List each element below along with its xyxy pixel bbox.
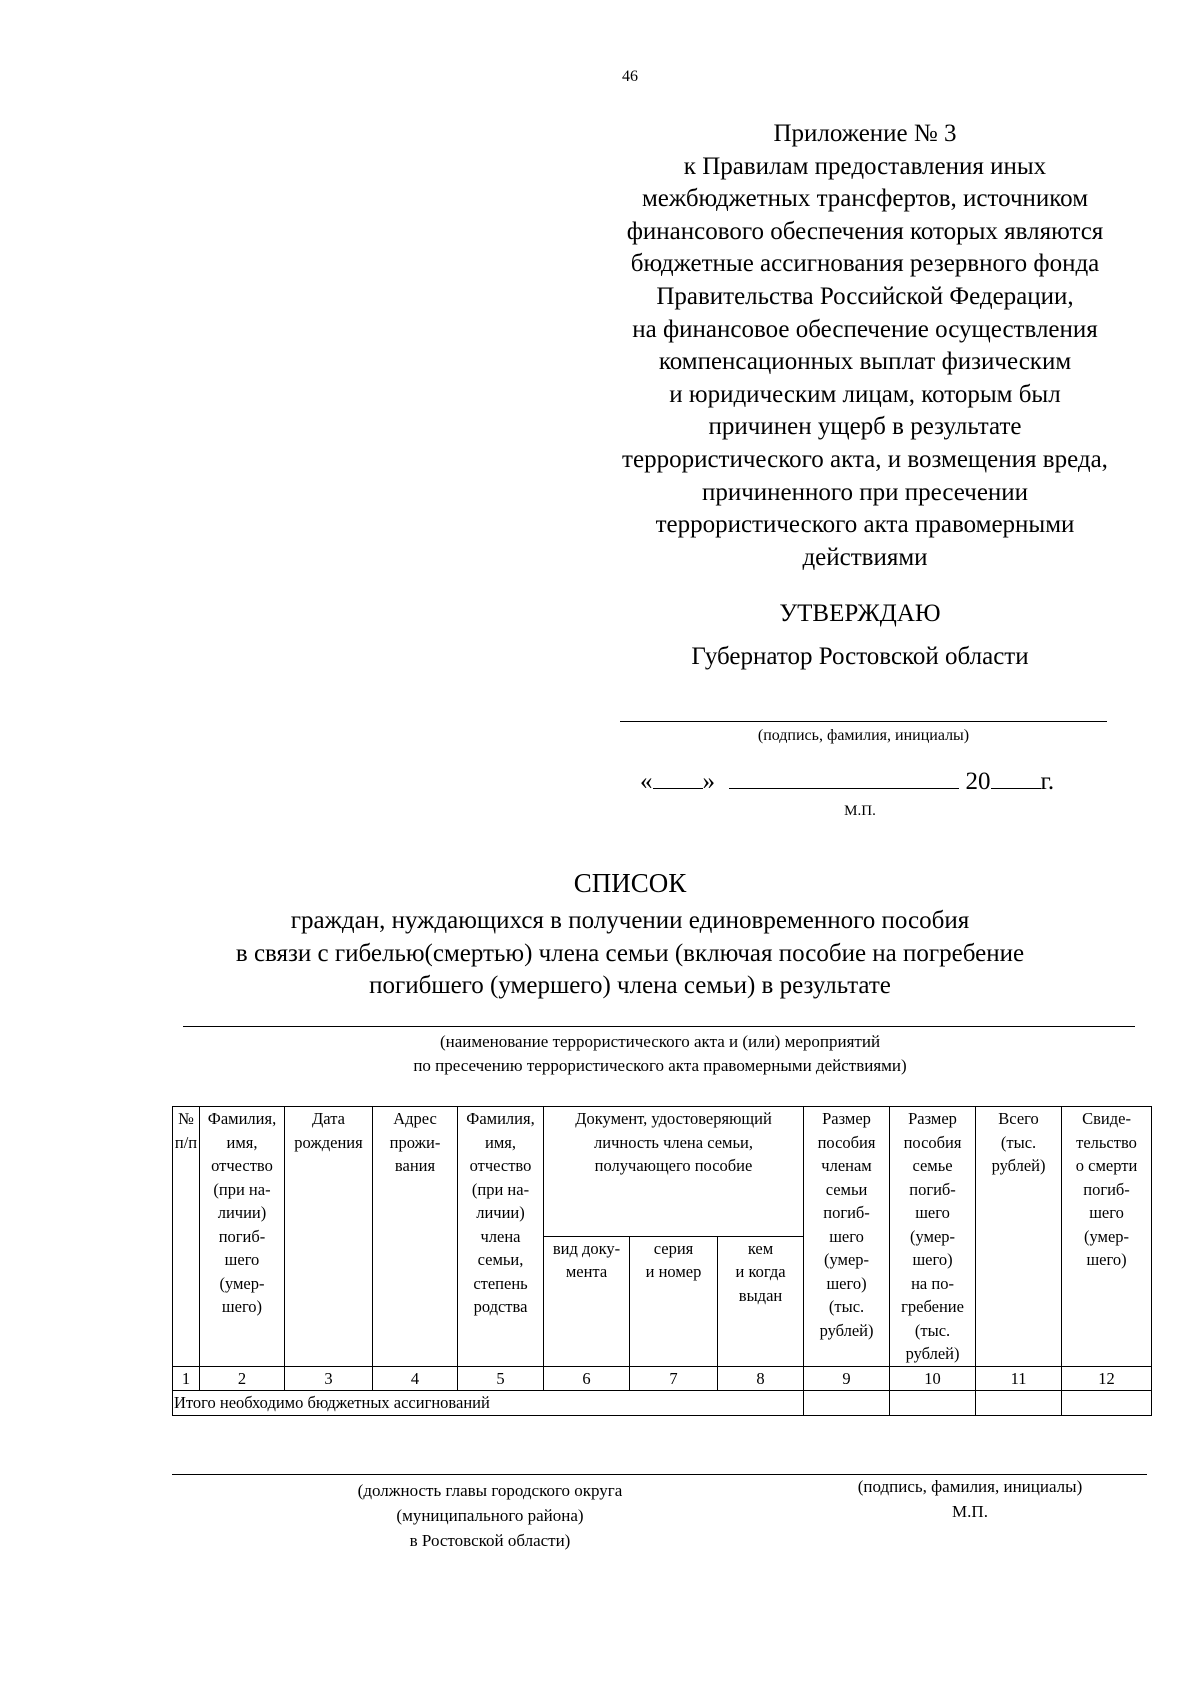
- head-caption-line: (должность главы городского округа: [357, 1481, 623, 1500]
- column-number: 8: [718, 1366, 804, 1391]
- appendix-line: Приложение № 3: [773, 120, 957, 147]
- header-line: личии): [217, 1203, 267, 1222]
- header-line: Размер: [908, 1109, 957, 1128]
- header-line: рублей): [905, 1344, 960, 1363]
- header-cell: [373, 1107, 458, 1367]
- header-line: имя,: [226, 1132, 258, 1152]
- header-line: пособия: [817, 1132, 876, 1152]
- appendix-line: Правительства Российской Федерации,: [656, 282, 1074, 310]
- header-line: (умер-: [910, 1226, 956, 1246]
- signature-line: [620, 721, 1107, 722]
- approval-date: [640, 766, 1100, 796]
- header-line: №: [178, 1109, 194, 1128]
- header-group-cell: [544, 1107, 804, 1237]
- appendix-line: бюджетные ассигнования резервного фонда: [630, 250, 1100, 278]
- date-close-quote: »: [702, 768, 715, 795]
- column-number: 7: [630, 1366, 718, 1391]
- header-line: шего): [826, 1273, 867, 1293]
- year-blank[interactable]: [991, 766, 1041, 789]
- signature-caption: (подпись, фамилия, инициалы): [757, 727, 970, 744]
- header-cell: [976, 1107, 1062, 1367]
- appendix-line: на финансовое обеспечение осуществления: [632, 315, 1098, 343]
- list-subtitle-line: в связи с гибелью(смертью) члена семьи (включая пособие на погребение: [235, 939, 1025, 967]
- header-line: пособия: [903, 1132, 962, 1152]
- header-cell: [804, 1107, 890, 1367]
- header-line: (тыс.: [1000, 1132, 1037, 1152]
- header-cell: [200, 1107, 285, 1367]
- citizens-table: [172, 1106, 1152, 1416]
- header-line: тельство: [1076, 1132, 1137, 1152]
- column-number: 10: [890, 1366, 976, 1391]
- appendix-line: межбюджетных трансфертов, источником: [641, 185, 1089, 213]
- column-number: 5: [458, 1366, 544, 1391]
- header-line: погиб-: [909, 1179, 956, 1199]
- header-line: (тыс.: [914, 1320, 951, 1340]
- column-number: 4: [373, 1366, 458, 1391]
- header-line: семье: [912, 1156, 953, 1175]
- header-line: (при на-: [471, 1179, 530, 1199]
- total-label: Итого необходимо бюджетных ассигнований: [173, 1391, 804, 1416]
- column-number: 9: [804, 1366, 890, 1391]
- event-caption: [200, 1030, 1120, 1078]
- bottom-sign-label: (подпись, фамилия, инициалы): [857, 1477, 1083, 1496]
- header-line: погиб-: [218, 1226, 266, 1246]
- header-line: и когда: [735, 1262, 786, 1282]
- header-line: (умер-: [824, 1250, 870, 1269]
- year-prefix: 20: [965, 768, 991, 795]
- header-line: личии): [476, 1203, 525, 1222]
- header-line: рождения: [294, 1132, 363, 1152]
- header-line: кем: [747, 1238, 774, 1258]
- column-number: 11: [976, 1366, 1062, 1391]
- date-open-quote: «: [640, 768, 653, 795]
- appendix-line: причинен ущерб в результате: [708, 413, 1022, 441]
- header-line: шего): [1086, 1250, 1127, 1269]
- bottom-signature-caption: [820, 1474, 1120, 1524]
- header-line: (при на-: [213, 1179, 271, 1199]
- appendix-line: террористического акта, и возмещения вреда,: [622, 445, 1108, 473]
- appendix-heading: [585, 118, 1145, 574]
- header-line: Всего: [998, 1109, 1039, 1128]
- header-cell: [285, 1107, 373, 1367]
- column-number: 6: [544, 1366, 630, 1391]
- header-line: получающего пособие: [594, 1156, 753, 1175]
- header-line: погиб-: [823, 1203, 870, 1222]
- header-line: личность члена семьи,: [594, 1132, 753, 1152]
- header-line: на по-: [911, 1273, 954, 1293]
- header-line: шего: [915, 1203, 950, 1222]
- header-row: [173, 1107, 1152, 1237]
- appendix-line: действиями: [802, 543, 928, 571]
- total-cell-certificate[interactable]: [1062, 1391, 1152, 1416]
- header-line: семьи: [825, 1179, 868, 1199]
- page-number: 46: [622, 68, 638, 85]
- appendix-line: террористического акта правомерными: [655, 511, 1075, 539]
- stamp-label: М.П.: [844, 803, 876, 819]
- month-blank[interactable]: [729, 766, 959, 789]
- header-line: Свиде-: [1082, 1109, 1131, 1128]
- header-line: членам: [821, 1156, 872, 1175]
- header-cell: [544, 1236, 630, 1366]
- event-caption-line: по пресечению террористического акта правомерными действиями): [413, 1056, 907, 1075]
- total-row: [173, 1391, 1152, 1416]
- header-line: серия: [653, 1238, 694, 1258]
- header-cell: [458, 1107, 544, 1367]
- header-line: вания: [394, 1156, 436, 1175]
- list-subtitle-line: погибшего (умершего) члена семьи) в результате: [369, 972, 891, 1000]
- header-line: (умер-: [219, 1273, 265, 1293]
- header-line: шего): [912, 1250, 953, 1269]
- header-line: семьи,: [477, 1250, 524, 1269]
- column-number: 1: [173, 1366, 200, 1391]
- header-line: Фамилия,: [466, 1109, 535, 1128]
- header-line: и номер: [645, 1262, 702, 1282]
- head-caption-line: (муниципального района): [396, 1506, 584, 1525]
- event-name-line[interactable]: [183, 1026, 1135, 1027]
- header-line: выдан: [738, 1285, 783, 1305]
- approval-title: УТВЕРЖДАЮ: [779, 600, 941, 627]
- header-line: Дата: [312, 1109, 345, 1128]
- header-cell: [718, 1236, 804, 1366]
- column-number: 3: [285, 1366, 373, 1391]
- header-line: имя,: [485, 1132, 516, 1152]
- header-line: шего: [1089, 1203, 1124, 1222]
- header-line: Фамилия,: [207, 1109, 277, 1128]
- header-cell: [173, 1107, 200, 1367]
- header-line: отчество: [211, 1156, 273, 1175]
- event-caption-line: (наименование террористического акта и (или) мероприятий: [439, 1032, 881, 1051]
- header-line: гребение: [901, 1297, 964, 1316]
- header-line: степень: [473, 1273, 528, 1293]
- header-line: отчество: [469, 1156, 532, 1175]
- header-line: п/п: [174, 1132, 198, 1152]
- appendix-line: и юридическим лицам, которым был: [669, 380, 1061, 408]
- header-cell: [630, 1236, 718, 1366]
- appendix-line: финансового обеспечения которых являются: [626, 217, 1104, 245]
- header-line: родства: [473, 1297, 528, 1316]
- head-caption-line: в Ростовской области): [409, 1531, 571, 1550]
- header-line: (тыс.: [828, 1297, 865, 1316]
- head-position-caption: [300, 1478, 680, 1553]
- header-line: Документ, удостоверяющий: [575, 1109, 772, 1128]
- appendix-line: компенсационных выплат физическим: [658, 348, 1072, 376]
- header-line: Размер: [822, 1109, 871, 1128]
- header-line: (умер-: [1084, 1226, 1130, 1246]
- header-line: рублей): [991, 1156, 1046, 1175]
- total-cell-sum[interactable]: [976, 1391, 1062, 1416]
- appendix-line: причиненного при пресечении: [701, 478, 1029, 506]
- list-subtitle-line: граждан, нуждающихся в получении единовременного пособия: [290, 907, 970, 934]
- header-line: о смерти: [1075, 1156, 1138, 1175]
- total-cell-benefit-family[interactable]: [804, 1391, 890, 1416]
- appendix-line: к Правилам предоставления иных: [683, 152, 1047, 180]
- header-cell: [1062, 1107, 1152, 1367]
- header-line: вид доку-: [552, 1238, 621, 1258]
- header-line: члена: [480, 1226, 521, 1246]
- header-line: шего): [221, 1297, 263, 1316]
- total-cell-benefit-burial[interactable]: [890, 1391, 976, 1416]
- header-line: шего: [224, 1250, 260, 1269]
- header-line: погиб-: [1083, 1179, 1130, 1199]
- day-blank[interactable]: [653, 766, 703, 789]
- column-number: 12: [1062, 1366, 1152, 1391]
- header-line: рублей): [819, 1320, 874, 1340]
- header-line: Адрес: [393, 1109, 437, 1128]
- header-line: шего: [829, 1226, 864, 1246]
- bottom-stamp-label: М.П.: [952, 1502, 988, 1521]
- column-numbers-row: [173, 1366, 1152, 1391]
- column-number: 2: [200, 1366, 285, 1391]
- header-line: прожи-: [389, 1132, 441, 1152]
- header-cell: [890, 1107, 976, 1367]
- approver-title: Губернатор Ростовской области: [691, 643, 1029, 670]
- header-line: мента: [565, 1262, 608, 1282]
- year-suffix: г.: [1040, 768, 1055, 795]
- list-subtitle: [150, 905, 1110, 1003]
- list-title: СПИСОК: [573, 868, 687, 898]
